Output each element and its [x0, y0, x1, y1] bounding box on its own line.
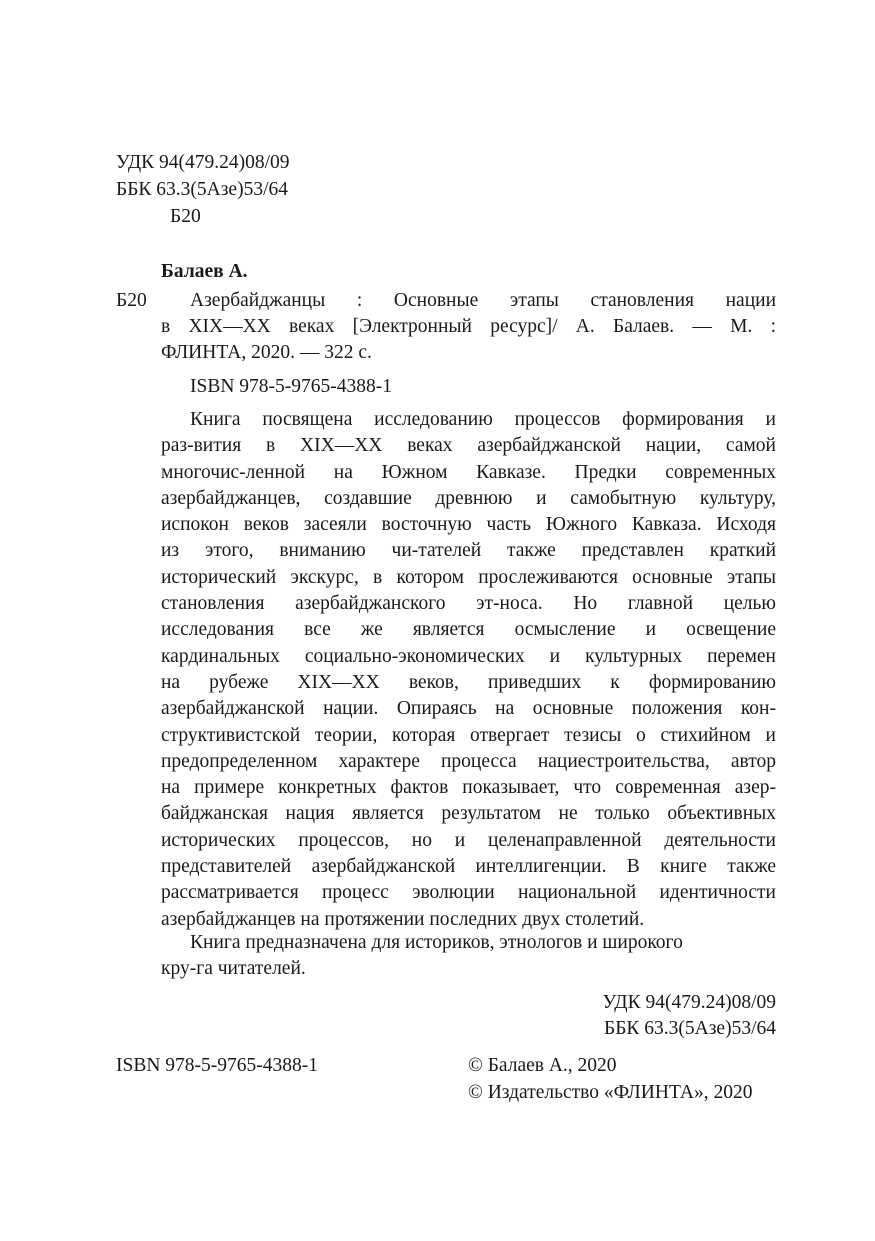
- annotation-line: исторический экскурс, в котором прослеживаются основные этапы: [161, 566, 776, 588]
- annotation-line: кардинальных социально-экономических и культурных перемен: [161, 645, 776, 667]
- annotation-line: исследования все же является осмысление и освещение: [161, 619, 776, 641]
- annotation-line: азербайджанцев, создавшие древнюю и самобытную культуру,: [161, 487, 776, 509]
- footer-udk-code: УДК 94(479.24)08/09: [602, 992, 776, 1013]
- annotation-line: раз-вития в XIX—XX веках азербайджанской нации, самой: [161, 435, 776, 457]
- annotation-line: предопределенном характере процесса нациестроительства, автор: [161, 750, 776, 772]
- copyright-author: © Балаев А., 2020: [468, 1055, 617, 1076]
- footer-isbn: ISBN 978-5-9765-4388-1: [116, 1055, 319, 1076]
- annotation-line: исторических процессов, но и целенаправленной деятельности: [161, 829, 776, 851]
- annotation-line: на примере конкретных фактов показывает, что современная азер-: [161, 777, 776, 799]
- title-continuation: [161, 314, 776, 340]
- author-mark: Б20: [170, 206, 201, 227]
- annotation-line: становления азербайджанского эт-носа. Но главной целью: [161, 593, 776, 615]
- udk-code: УДК 94(479.24)08/09: [116, 152, 290, 173]
- record-isbn: ISBN 978-5-9765-4388-1: [190, 376, 393, 397]
- annotation-line: на рубеже XIX—XX веков, приведших к формированию: [161, 671, 776, 693]
- annotation-line: Книга посвящена исследованию процессов формирования и: [190, 409, 776, 430]
- audience-line: кру-га читателей.: [161, 958, 306, 979]
- annotation-line: из этого, вниманию чи-тателей также представлен краткий: [161, 540, 776, 562]
- author-name: Балаев А.: [161, 261, 248, 282]
- title-line: Азербайджанцы : Основные этапы становления нации: [190, 290, 776, 311]
- annotation-line: азербайджанцев на протяжении последних двух столетий.: [161, 908, 645, 930]
- copyright-publisher: © Издательство «ФЛИНТА», 2020: [468, 1082, 753, 1103]
- title-line: в XIX—XX веках [Электронный ресурс]/ А. Балаев. — М. :: [161, 316, 776, 337]
- title-first-line: [190, 288, 776, 314]
- bbk-code: ББК 63.3(5Азе)53/64: [116, 179, 288, 200]
- audience-line: Книга предназначена для историков, этнологов и широкого: [190, 932, 683, 953]
- record-mark: Б20: [116, 290, 147, 311]
- annotation-line: многочис-ленной на Южном Кавказе. Предки современных: [161, 461, 776, 483]
- annotation-line: азербайджанской нации. Опираясь на основные положения кон-: [161, 698, 776, 720]
- annotation-line: представителей азербайджанской интеллигенции. В книге также: [161, 856, 776, 878]
- footer-bbk-code: ББК 63.3(5Азе)53/64: [604, 1018, 776, 1039]
- annotation-line: байджанская нация является результатом не только объективных: [161, 803, 776, 825]
- annotation-line: структивистской теории, которая отвергает тезисы о стихийном и: [161, 724, 776, 746]
- annotation-line: испокон веков засеяли восточную часть Южного Кавказа. Исходя: [161, 514, 776, 536]
- title-line: ФЛИНТА, 2020. — 322 с.: [161, 342, 372, 363]
- annotation-line: рассматривается процесс эволюции национальной идентичности: [161, 882, 776, 904]
- annotation-first-line: [190, 407, 776, 433]
- annotation-paragraph: [161, 433, 776, 933]
